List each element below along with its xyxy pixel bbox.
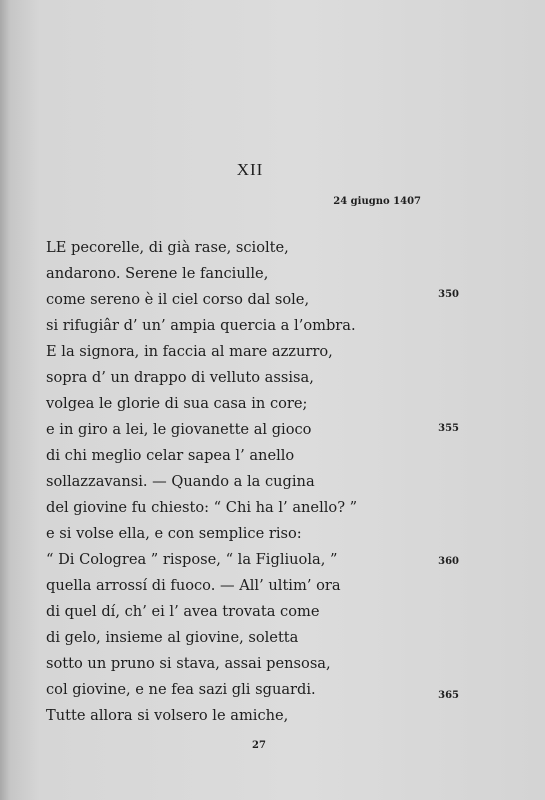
verse-line: e in giro a lei, le giovanette al gioco [46, 421, 312, 438]
verse-line: sotto un pruno si stava, assai pensosa, [46, 655, 331, 672]
verse-line: E la signora, in faccia al mare azzurro, [46, 343, 333, 360]
line-number: 355 [438, 423, 459, 434]
line-number: 360 [438, 556, 459, 567]
verse-line: si rifugiâr d’ un’ ampia quercia a l’ombra. [46, 317, 356, 334]
verse-line: Tutte allora si volsero le amiche, [46, 707, 289, 724]
verse-line: col giovine, e ne fea sazi gli sguardi. [46, 681, 316, 698]
section-date: 24 giugno 1407 [333, 196, 421, 207]
verse-line: di chi meglio celar sapea l’ anello [46, 447, 295, 464]
section-number: XII [236, 160, 264, 179]
verse-line: LE pecorelle, di già rase, sciolte, [46, 239, 289, 256]
verse-line: “ Di Cologrea ” rispose, “ la Figliuola, ” [46, 551, 338, 568]
verse-line: volgea le glorie di sua casa in core; [46, 395, 308, 412]
line-number: 365 [438, 690, 459, 701]
line-number: 350 [438, 289, 459, 300]
verse-line: sopra d’ un drappo di velluto assisa, [46, 369, 314, 386]
verse-line: di quel dí, ch’ ei l’ avea trovata come [46, 603, 320, 620]
verse-line: quella arrossí di fuoco. — All’ ultim’ ora [46, 577, 341, 594]
verse-line: di gelo, insieme al giovine, soletta [46, 629, 299, 646]
verse-line: e si volse ella, e con semplice riso: [46, 525, 302, 542]
page-number: 27 [252, 740, 266, 751]
verse-line: del giovine fu chiesto: “ Chi ha l’ anello? ” [46, 499, 358, 516]
verse-line: come sereno è il ciel corso dal sole, [46, 291, 310, 308]
verse-line: andarono. Serene le fanciulle, [46, 265, 269, 282]
verse-line: sollazzavansi. — Quando a la cugina [46, 473, 315, 490]
